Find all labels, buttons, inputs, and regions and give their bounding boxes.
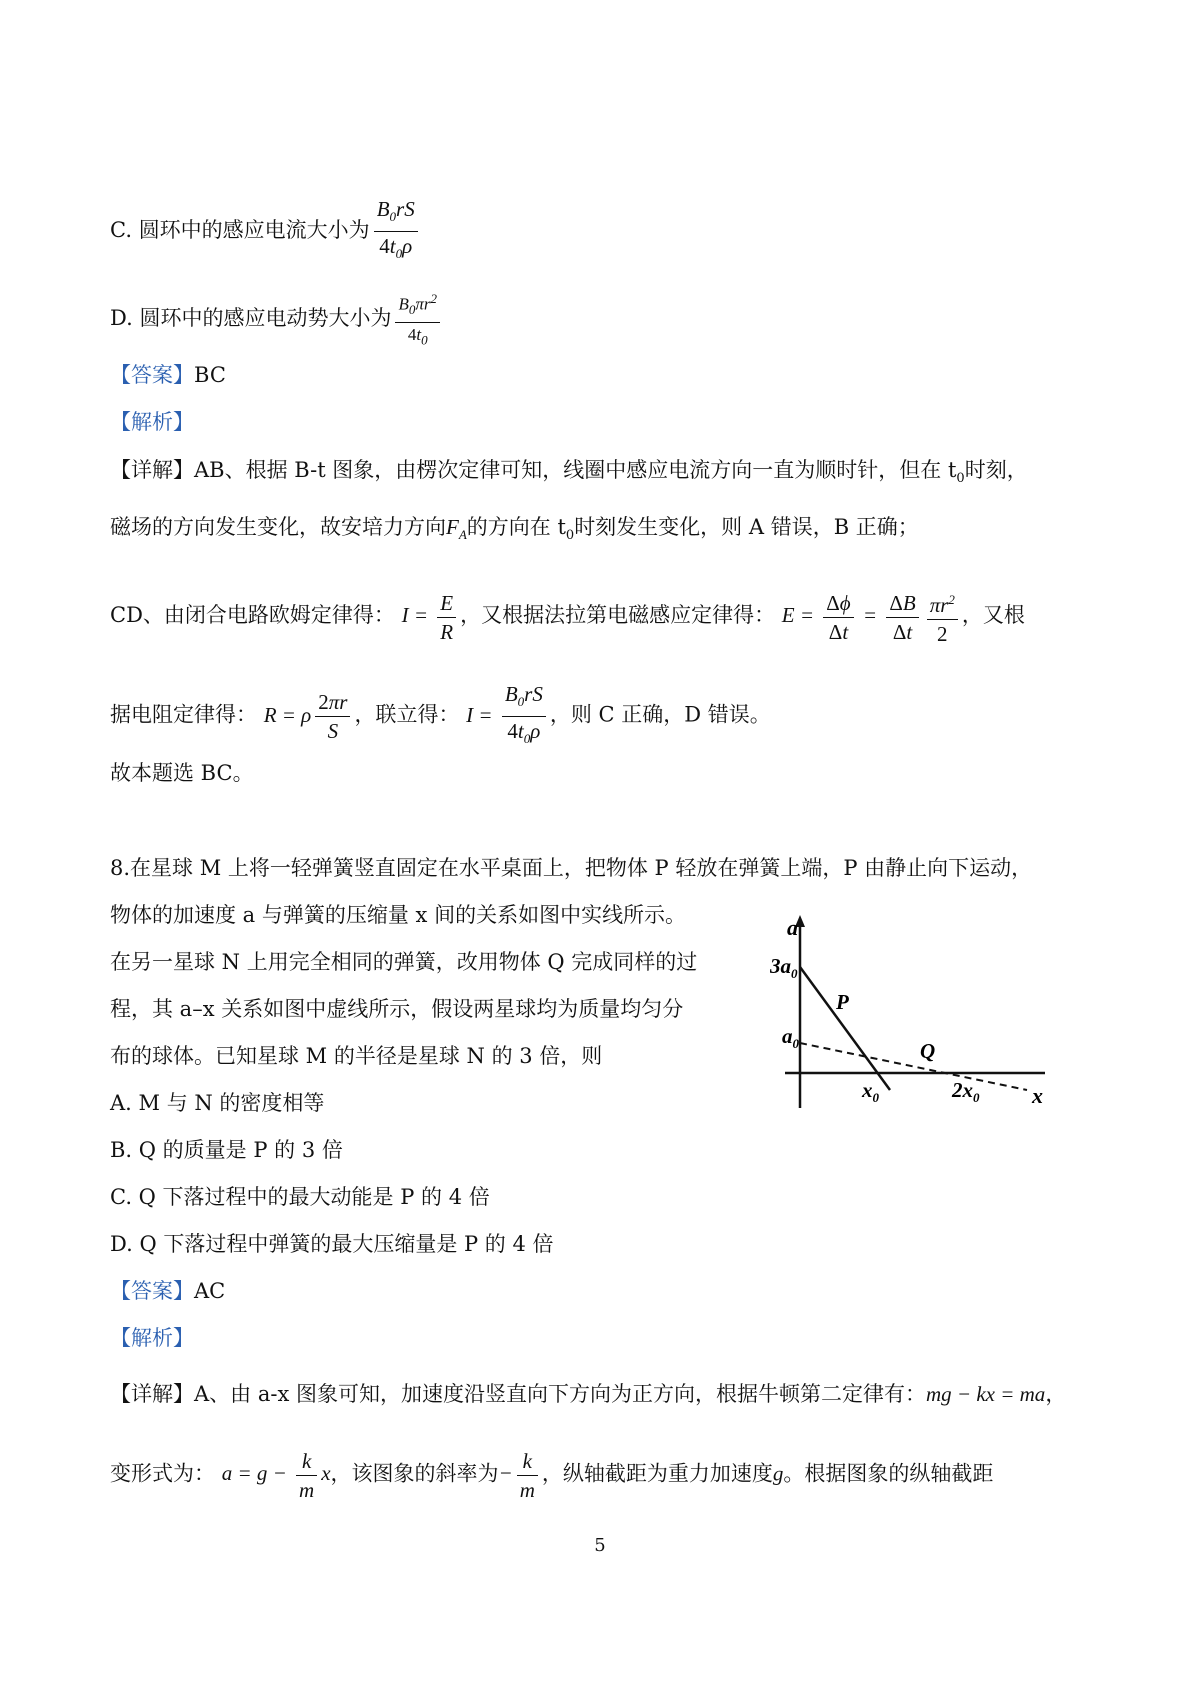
- detail-1-line-3: [110, 586, 1025, 648]
- detail-1-text-1: AB、根据 B-t 图象，由楞次定律可知，线圈中感应电流方向一直为顺时针，但在 t: [194, 458, 957, 482]
- q8-option-d: D. Q 下落过程中弹簧的最大压缩量是 P 的 4 倍: [110, 1232, 554, 1256]
- detail-2-text-2a: 变形式为：: [110, 1461, 215, 1486]
- tick-3a0: $3a_0$: [770, 954, 798, 981]
- option-d-text: 圆环中的感应电动势大小为: [139, 306, 392, 331]
- q8-line-5: 布的球体。已知星球 M 的半径是星球 N 的 3 倍，则: [110, 1044, 603, 1068]
- detail-1-line-1: 【详解】AB、根据 B-t 图象，由楞次定律可知，线圈中感应电流方向一直为顺时针，但在 $t_0$时刻，: [110, 458, 1028, 487]
- analysis-1-tag: [110, 407, 194, 437]
- analysis-2-label: 【解析】: [110, 1326, 194, 1350]
- curve-label-Q: Q: [920, 1039, 936, 1063]
- q8-option-c: C. Q 下落过程中的最大动能是 P 的 4 倍: [110, 1185, 490, 1209]
- q8-line-3: 在另一星球 N 上用完全相同的弹簧，改用物体 Q 完成同样的过: [110, 950, 698, 974]
- detail-1-text-4c: ，则 C 正确，D 错误。: [549, 702, 771, 727]
- a-x-graph: [770, 915, 1060, 1115]
- detail-2-tag: 【详解】: [110, 1382, 194, 1406]
- detail-1-text-3c: ，又根: [961, 602, 1025, 627]
- q8-line-4: 程，其 a–x 关系如图中虚线所示，假设两星球均为质量均匀分: [110, 997, 684, 1021]
- option-d: [110, 287, 444, 352]
- line-P: [800, 967, 890, 1090]
- option-c-text: 圆环中的感应电流大小为: [138, 218, 370, 243]
- detail-1-text-2c: 时刻发生变化，则 A 错误，B 正确；: [574, 515, 919, 539]
- q8-option-a: A. M 与 N 的密度相等: [110, 1091, 325, 1115]
- resistance-formula: R = ρ $\frac{2\pi r}{S}$: [264, 703, 355, 727]
- detail-2-text-2c: ，纵轴截距为重力加速度: [541, 1461, 773, 1486]
- answer-1-tag: 【答案】: [110, 363, 194, 387]
- detail-2-text-2d: 。根据图象的纵轴截距: [783, 1461, 994, 1486]
- answer-2-value: AC: [194, 1279, 226, 1303]
- detail-1-line-5: [110, 758, 254, 788]
- detail-1-text-5: 故本题选 BC。: [110, 761, 254, 785]
- faraday-formula: E = $\frac{\Delta\phi}{\Delta t}$ = $\frac{\Delta B}{\Delta t}$ $\frac{\pi r^2}{2}$: [782, 603, 962, 627]
- option-d-formula: $\frac{B_0\pi r^2}{4t_0}$: [395, 287, 440, 352]
- axis-label-a: a: [787, 915, 798, 940]
- option-c-formula: $\frac{B_0rS}{4t_0\rho}$: [374, 195, 418, 268]
- option-c-label: C.: [110, 218, 132, 243]
- detail-1-text-1-end: 时刻，: [964, 458, 1028, 482]
- answer-2-tag: 【答案】: [110, 1279, 194, 1303]
- option-d-label: D.: [110, 306, 133, 331]
- detail-1-text-2b: 的方向在 t: [466, 515, 566, 539]
- q8-line-2: 物体的加速度 a 与弹簧的压缩量 x 间的关系如图中实线所示。: [110, 903, 687, 927]
- option-c: [110, 195, 422, 268]
- line-Q: [800, 1043, 1027, 1090]
- detail-1-text-3b: ，又根据法拉第电磁感应定律得：: [460, 602, 776, 627]
- tick-2x0: $2x_0$: [952, 1078, 980, 1105]
- detail-1-line-4: [110, 680, 771, 753]
- curve-label-P: P: [836, 990, 849, 1014]
- current-formula: I = $\frac{B_0rS}{4t_0\rho}$: [466, 703, 550, 727]
- axis-label-x: x: [1032, 1083, 1043, 1108]
- q8-option-b: B. Q 的质量是 P 的 3 倍: [110, 1138, 343, 1162]
- accel-formula: a = g − $\frac{k}{m}$ x: [221, 1449, 331, 1502]
- answer-1-value: BC: [194, 363, 226, 387]
- detail-1-line-2: 磁场的方向发生变化，故安培力方向$F_A$的方向在 $t_0$时刻发生变化，则 A 错误，B 正确；: [110, 515, 919, 544]
- detail-2-text-2b: ，该图象的斜率为: [330, 1461, 499, 1486]
- slope-formula: − $\frac{k}{m}$: [499, 1461, 542, 1485]
- answer-2: [110, 1276, 225, 1306]
- detail-1-text-2a: 磁场的方向发生变化，故安培力方向: [110, 515, 446, 539]
- newton-formula: mg − kx = ma: [925, 1382, 1046, 1406]
- detail-1-tag: 【详解】: [110, 458, 194, 482]
- detail-1-text-4b: ，联立得：: [354, 702, 460, 727]
- detail-1-text-3a: CD、由闭合电路欧姆定律得：: [110, 602, 395, 627]
- analysis-2-tag: [110, 1323, 194, 1353]
- detail-2-line-2: 变形式为： a = g − $\frac{k}{m}$ x，该图象的斜率为− $\frac{k}{m}$ ，纵轴截距为重力加速度g。根据图象的纵轴截距: [110, 1449, 994, 1502]
- ohm-formula: I = $\frac{E}{R}$: [402, 603, 461, 627]
- detail-1-text-4a: 据电阻定律得：: [110, 702, 257, 727]
- detail-2-line-1: 【详解】A、由 a-x 图象可知，加速度沿竖直向下方向为正方向，根据牛顿第二定律有：mg − kx = ma，: [110, 1382, 1067, 1406]
- tick-x0: $x_0$: [862, 1078, 879, 1105]
- answer-1: [110, 360, 226, 390]
- page-number: 5: [594, 1535, 606, 1556]
- tick-a0: $a_0$: [782, 1024, 799, 1051]
- q8-line-1: 8.在星球 M 上将一轻弹簧竖直固定在水平桌面上，把物体 P 轻放在弹簧上端，P 由静止向下运动，: [110, 856, 1033, 880]
- analysis-1-label: 【解析】: [110, 410, 194, 434]
- detail-2-text-1: A、由 a-x 图象可知，加速度沿竖直向下方向为正方向，根据牛顿第二定律有：: [194, 1382, 926, 1406]
